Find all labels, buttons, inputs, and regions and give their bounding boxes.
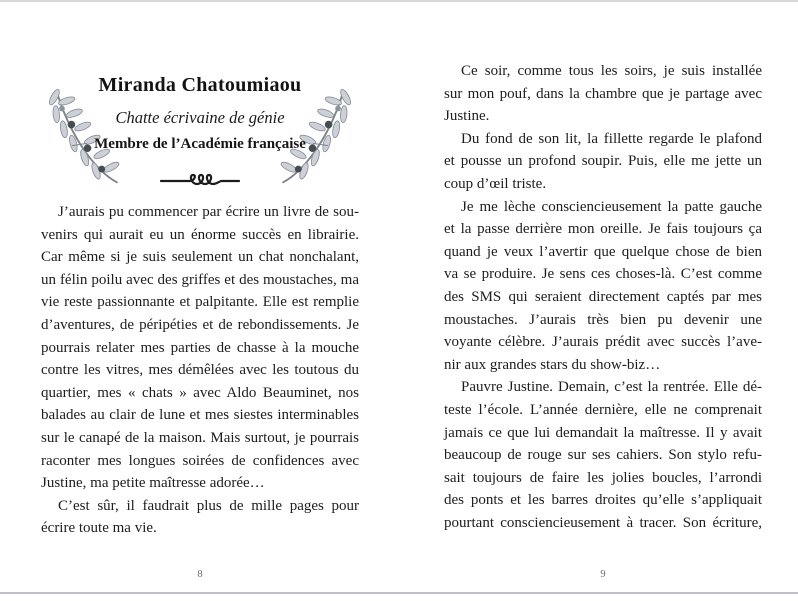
text-line: raconter mes longues soirées de confidences avec [41,452,359,469]
page-right [444,0,762,601]
text-line: Justine. [444,108,490,125]
text-line: Justine, ma petite maîtresse adorée… [41,475,265,492]
page-left [41,0,359,601]
text-line: J’aurais pu commencer par écrire un livre de sou- [58,204,359,220]
text-line: venirs qui aurait eu un énorme succès en librairie. [41,226,359,243]
text-line: Du fond de son lit, la fillette regarde le plafond [461,130,762,147]
text-line: voyante célèbre. J’aurais prédit avec succès l’ave- [444,334,762,351]
text-line: pourtant consciencieusement à tracer. Son écriture, [444,514,762,531]
text-line: quartier, mes « chats » avec Aldo Beauminet, nos [41,384,359,401]
text-line: pourrais relater mes parties de chasse à la mouche [41,339,359,356]
text-line: balades au clair de lune et mes siestes interminables [41,407,359,424]
paragraph [444,131,762,199]
text-line: Ce soir, comme tous les soirs, je suis installée [461,63,762,79]
page-number-right: 9 [600,569,606,580]
branch-tail-left [72,143,87,146]
text-line: et pousse un profond soupir. Puis, elle me jette un [444,153,762,170]
page-number-left: 8 [197,569,203,580]
text-line: des ponts et les barres droites qu’elle s’appliquait [444,492,762,509]
text-line: un félin poilu avec des griffes et des moustaches, ma [41,271,359,288]
text-line: coup d’œil triste. [444,175,547,192]
text-line: écrire toute ma vie. [41,520,157,537]
olive-branch-left-icon [33,82,125,188]
text-line: moustaches. J’aurais très bien pu devenir une [444,311,762,328]
paragraph [41,498,359,543]
text-line: Car même si je suis seulement un chat nonchalant, [41,249,359,266]
membership-line [41,136,359,153]
viewer-bottom-edge [0,592,798,594]
text-line: des SMS qui seraient directement captés par mes [444,288,762,305]
text-line: teste l’école. L’année dernière, elle ne comprenait [444,401,762,418]
text-line: d’aventures, de péripéties et de rebondissements. Je [41,316,359,333]
character-name-title: Miranda Chatoumiaou [98,74,302,96]
branch-tail-right [313,143,328,146]
paragraph [41,204,359,498]
body-text-left [41,204,359,543]
text-line: nir aux grandes stars du show-biz… [444,356,661,373]
paragraph [444,199,762,380]
text-line: et la passe derrière mon oreille. Je fais toujours ça [444,221,762,238]
text-line: contre les vitres, mes démêlées avec les toutous du [41,362,359,379]
paragraph [444,379,762,537]
text-line: Pauvre Justine. Demain, c’est la rentrée. Elle dé- [461,379,762,396]
coil-divider-icon [159,171,241,189]
text-line: vie reste passionnante et palpitante. Elle est remplie [41,294,359,311]
text-line: sur mon pouf, dans la chambre que je partage avec [444,85,762,102]
text-line: sait toujours de faire les jolies boucles, l’arrondi [444,469,762,486]
paragraph [444,63,762,131]
text-line: va se produire. Je sens ces choses-là. C’est comme [444,266,762,283]
membership-text: Membre de l’Académie française [94,136,306,152]
text-line: sur le canapé de la maison. Mais surtout, je pourrais [41,429,359,446]
text-line: beaucoup de rouge sur ses cahiers. Son stylo refu- [444,447,762,464]
text-line: jamais ce que lui demandait la maîtresse. Il y avait [444,424,762,441]
character-subtitle: Chatte écrivaine de génie [115,108,285,127]
olive-branch-right-icon [275,82,367,188]
text-line: C’est sûr, il faudrait plus de mille pages pour [58,497,359,514]
text-line: Je me lèche consciencieusement la patte gauche [461,198,762,215]
body-text-right [444,63,762,537]
text-line: quand je veux l’avertir que quelque chose de bien [444,243,762,260]
